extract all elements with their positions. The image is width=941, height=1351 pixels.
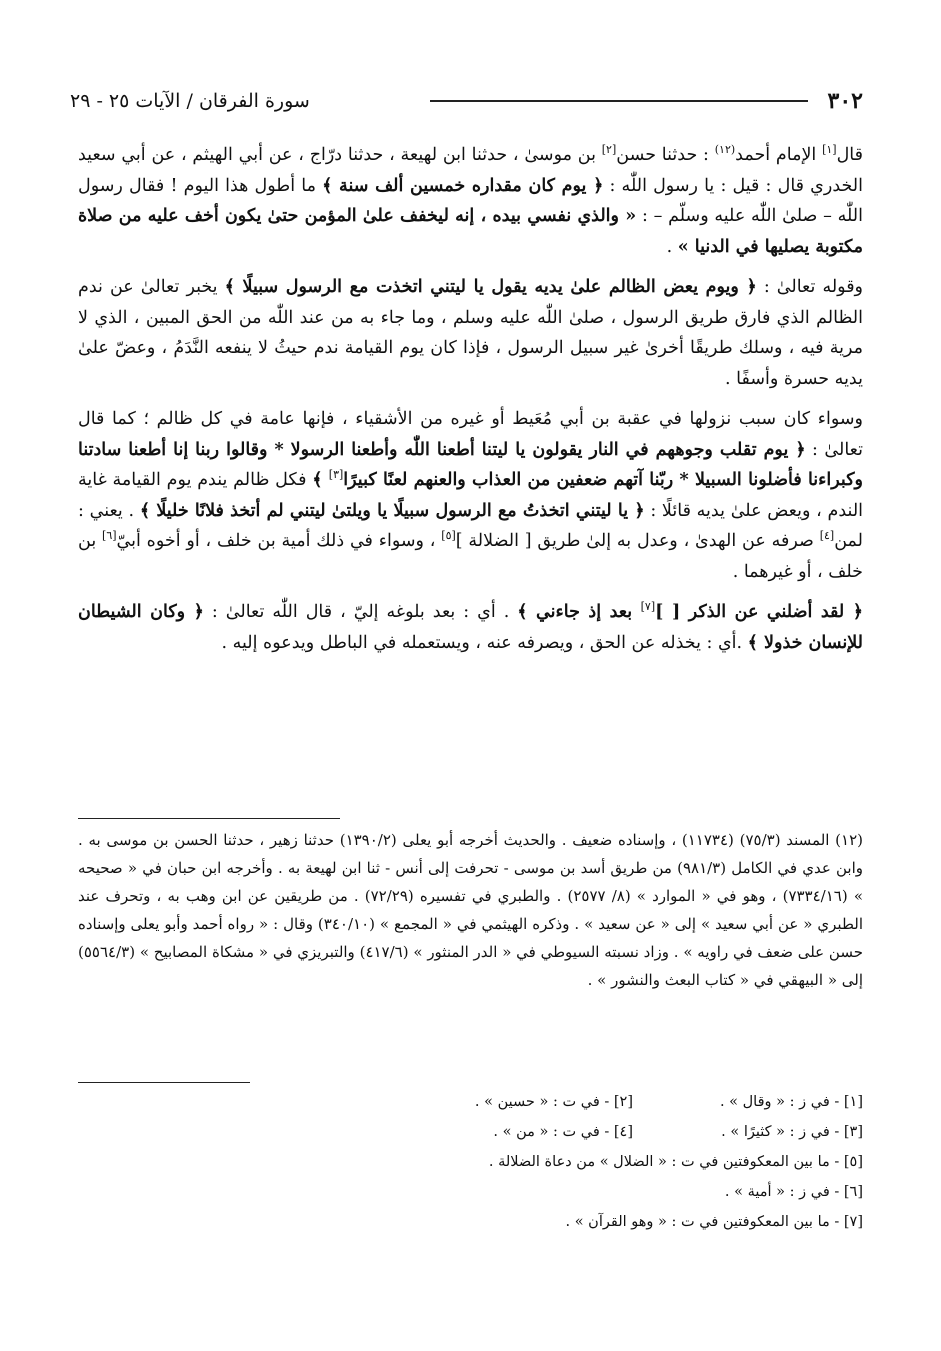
page-header: [70, 84, 863, 118]
text-run: .أي : يخذله عن الحق ، ويصرفه عنه ، ويستعمله في الباطل ويدعوه إليه .: [221, 632, 748, 653]
note-ref: [٧]: [640, 600, 656, 614]
variant-notes: [78, 1087, 863, 1237]
quoted-text: بعد إذ جاءني ﴾: [517, 602, 641, 622]
note-row: [78, 1117, 863, 1147]
paragraph: [78, 597, 863, 658]
main-text: [78, 140, 863, 668]
quoted-text: ﴿ يوم تقلب وجوههم في النار يقولون يا ليتنا أطعنا اللّٰه وأطعنا الرسولا * وقالوا ربنا إنا أطعنا سادتنا وكبراءنا فأضلونا السبيلا * ربّنا آتهم ضعفين من العذاب والعنهم لعنًا كبيرًا: [78, 439, 863, 490]
text-run: الإمام أحمد: [735, 145, 823, 165]
text-run: بن خلف ، أو غيرهما .: [78, 531, 863, 582]
quoted-text: ﴾: [312, 470, 329, 490]
note-row: [78, 1147, 863, 1177]
paragraph: [78, 272, 863, 394]
note-ref: [٣]: [328, 468, 344, 482]
note-ref: (١٢): [714, 143, 736, 157]
notes-separator: [78, 1082, 250, 1083]
text-run: وقوله تعالىٰ :: [756, 277, 864, 297]
variant-note: [٤] - في ت : « من » .: [493, 1124, 633, 1140]
page-number: ٣٠٢: [827, 88, 863, 114]
paragraph: [78, 140, 863, 262]
quoted-text: ﴿ لقد أضلني عن الذكر [ ]: [655, 602, 863, 622]
text-run: .: [666, 236, 678, 257]
note-row: [78, 1177, 863, 1207]
text-run: قال: [836, 145, 864, 165]
text-run: بن موسىٰ ، حدثنا ابن لهيعة ، حدثنا درّاج ، عن أبي الهيثم ، عن أبي سعيد الخدري قال : قيل : يا رسول اللّٰه :: [78, 145, 863, 196]
text-run: وسواء كان سبب نزولها في عقبة بن أبي مُعَيط أو غيره من الأشقياء ، فإنها عامة في كل ظالم ؛ كما قال تعالىٰ :: [78, 409, 863, 460]
text-run: فكل ظالم يندم يوم القيامة غاية الندم ، ويعض علىٰ يديه قائلًا :: [78, 470, 864, 521]
footnote-separator: [78, 818, 340, 819]
text-run: ، وسواء في ذلك أمية بن خلف ، أو أخوه أبيّ: [116, 531, 442, 551]
text-run: ما أطول هذا اليوم ! فقال رسول اللّٰه – صلىٰ اللّٰه عليه وسلّم – :: [78, 175, 863, 226]
text-run: . يعني : لمن: [78, 500, 863, 551]
variant-note: [٥] - ما بين المعكوفتين في ت : « الضلال » من دعاة الضلالة .: [488, 1154, 863, 1170]
variant-note: [٦] - في ز : « أمية » .: [724, 1184, 863, 1200]
variant-note: [١] - في ز : « وقال » .: [719, 1094, 863, 1110]
hadith-footnote: (١٢) المسند (٧٥/٣) (١١٧٣٤) ، وإسناده ضعيف . والحديث أخرجه أبو يعلى (١٣٩٠/٢) حدثنا زهير ، حدثنا الحسن بن موسى به . وابن عدي في الكامل (٩٨١/٣) من طريق أسد بن موسى - تحرفت إلى أنس - ثنا ابن لهيعة به . وأخرجه ابن حبان في « صحيحه » (٧٣٣٤/١٦) ، وهو في « الموارد » (٨/ ٢٥٧٧) . والطبري في تفسيره (٧٢/٢٩) . من طريقين عن ابن وهب به ، وتحرف عند الطبري « عن أبي سعيد » إلى « عن سعيد » . وذكره الهيثمي في « المجمع » (٣٤٠/١٠) وقال : « رواه أحمد وأبو يعلى وإسناده حسن على ضعف في راويه » . وزاد نسبته السيوطي في « الدر المنثور » (٤١٧/٦) والتبريزي في « مشكاة المصابيح » (٥٥٦٤/٣) إلى « البيهقي في « كتاب البعث والنشور » .: [78, 831, 863, 989]
running-title: سورة الفرقان / الآيات ٢٥ - ٢٩: [70, 90, 310, 112]
text-run: صرفه عن الهدىٰ ، وعدل به إلىٰ طريق [ الضلالة ]: [455, 531, 820, 551]
note-ref: [٦]: [102, 529, 117, 543]
quoted-text: ﴿ وكان الشيطان للإنسان خذولا ﴾: [78, 602, 863, 653]
quoted-text: ﴿ يوم كان مقداره خمسين ألف سنة ﴾: [322, 175, 604, 196]
paragraph: [78, 404, 863, 587]
note-row: [78, 1207, 863, 1237]
variant-note: [٣] - في ز : « كثيرًا » .: [721, 1124, 863, 1140]
quoted-text: ﴿ ويوم يعض الظالم علىٰ يديه يقول يا ليتني اتخذت مع الرسول سبيلًا ﴾: [224, 277, 757, 297]
variant-note: [٧] - ما بين المعكوفتين في ت : « وهو القرآن » .: [565, 1214, 863, 1230]
note-ref: [٥]: [441, 529, 456, 543]
note-ref: [٢]: [601, 143, 617, 157]
header-rule: [430, 100, 808, 102]
quoted-text: ﴿ يا ليتني اتخذتُ مع الرسول سبيلًا يا ويلتىٰ ليتني لم أتخذ فلانًا خليلًا ﴾: [139, 500, 645, 521]
text-run: : حدثنا حسن: [616, 145, 715, 165]
quoted-text: « والذي نفسي بيده ، إنه ليخفف علىٰ المؤمن حتىٰ يكون أخف عليه من صلاة مكتوبة يصليها في الدنيا »: [78, 206, 863, 257]
text-run: يخبر تعالىٰ عن ندم الظالم الذي فارق طريق الرسول ، صلىٰ اللّٰه عليه وسلم ، وما جاء به من عند اللّٰه من الحق المبين ، الذي لا مرية فيه ، وسلك طريقًا أخرىٰ غير سبيل الرسول ، فإذا كان يوم القيامة ندم حيثُ لا ينفعه النَّدَمُ ، وعضّ علىٰ يديه حسرة وأسفًا .: [78, 277, 863, 389]
text-run: . أي : بعد بلوغه إليّ ، قال اللّٰه تعالىٰ :: [203, 602, 518, 622]
note-ref: [٤]: [819, 529, 835, 543]
note-row: [78, 1087, 863, 1117]
variant-note: [٢] - في ت : « حسين » .: [474, 1094, 633, 1110]
note-ref: [١]: [822, 143, 837, 157]
